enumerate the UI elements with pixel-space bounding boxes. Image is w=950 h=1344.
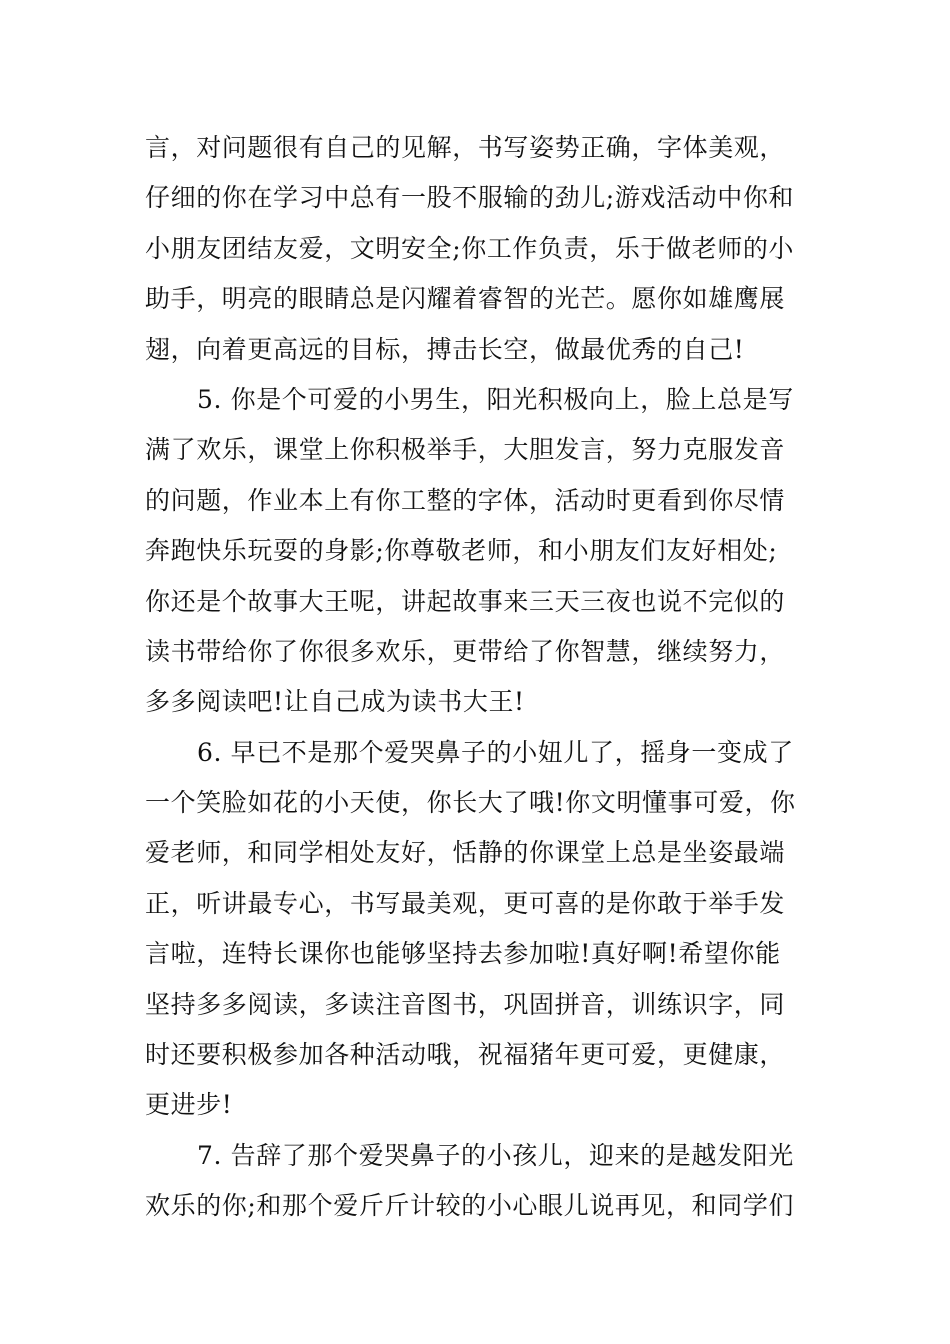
paragraph-7-start: 7. 告辞了那个爱哭鼻子的小孩儿，迎来的是越发阳光 (197, 1140, 794, 1170)
text-line: 仔细的你在学习中总有一股不服输的劲儿;游戏活动中你和 (145, 183, 795, 213)
text-line: 多多阅读吧!让自己成为读书大王! (145, 687, 525, 717)
paragraph-5-start: 5. 你是个可爱的小男生，阳光积极向上，脸上总是写 (197, 384, 794, 414)
text-line: 坚持多多阅读，多读注音图书，巩固拼音，训练识字，同 (145, 989, 786, 1019)
text-line: 奔跑快乐玩耍的身影;你尊敬老师，和小朋友们友好相处; (145, 536, 778, 566)
text-line: 助手，明亮的眼睛总是闪耀着睿智的光芒。愿你如雄鹰展 (145, 284, 786, 314)
text-line: 欢乐的你;和那个爱斤斤计较的小心眼儿说再见，和同学们 (145, 1191, 795, 1221)
text-line: 小朋友团结友爱，文明安全;你工作负责，乐于做老师的小 (145, 233, 795, 263)
text-line: 翅，向着更高远的目标，搏击长空，做最优秀的自己! (145, 334, 745, 364)
paragraph-6-start: 6. 早已不是那个爱哭鼻子的小妞儿了，摇身一变成了 (197, 737, 794, 767)
text-line: 的问题，作业本上有你工整的字体，活动时更看到你尽情 (145, 485, 786, 515)
text-line: 时还要积极参加各种活动哦，祝福猪年更可爱，更健康， (145, 1040, 786, 1070)
text-line: 正，听讲最专心，书写最美观，更可喜的是你敢于举手发 (145, 888, 786, 918)
text-line: 满了欢乐，课堂上你积极举手，大胆发言，努力克服发音 (145, 435, 786, 465)
text-line: 言啦，连特长课你也能够坚持去参加啦!真好啊!希望你能 (145, 939, 781, 969)
document-body (145, 128, 810, 1237)
text-line: 读书带给你了你很多欢乐，更带给了你智慧，继续努力， (145, 636, 786, 666)
text-line: 一个笑脸如花的小天使，你长大了哦!你文明懂事可爱，你 (145, 788, 796, 818)
text-line: 你还是个故事大王呢，讲起故事来三天三夜也说不完似的 (145, 586, 786, 616)
text-line: 言，对问题很有自己的见解，书写姿势正确，字体美观， (145, 133, 786, 162)
text-line: 爱老师，和同学相处友好，恬静的你课堂上总是坐姿最端 (145, 838, 786, 868)
text-line: 更进步! (145, 1090, 233, 1120)
